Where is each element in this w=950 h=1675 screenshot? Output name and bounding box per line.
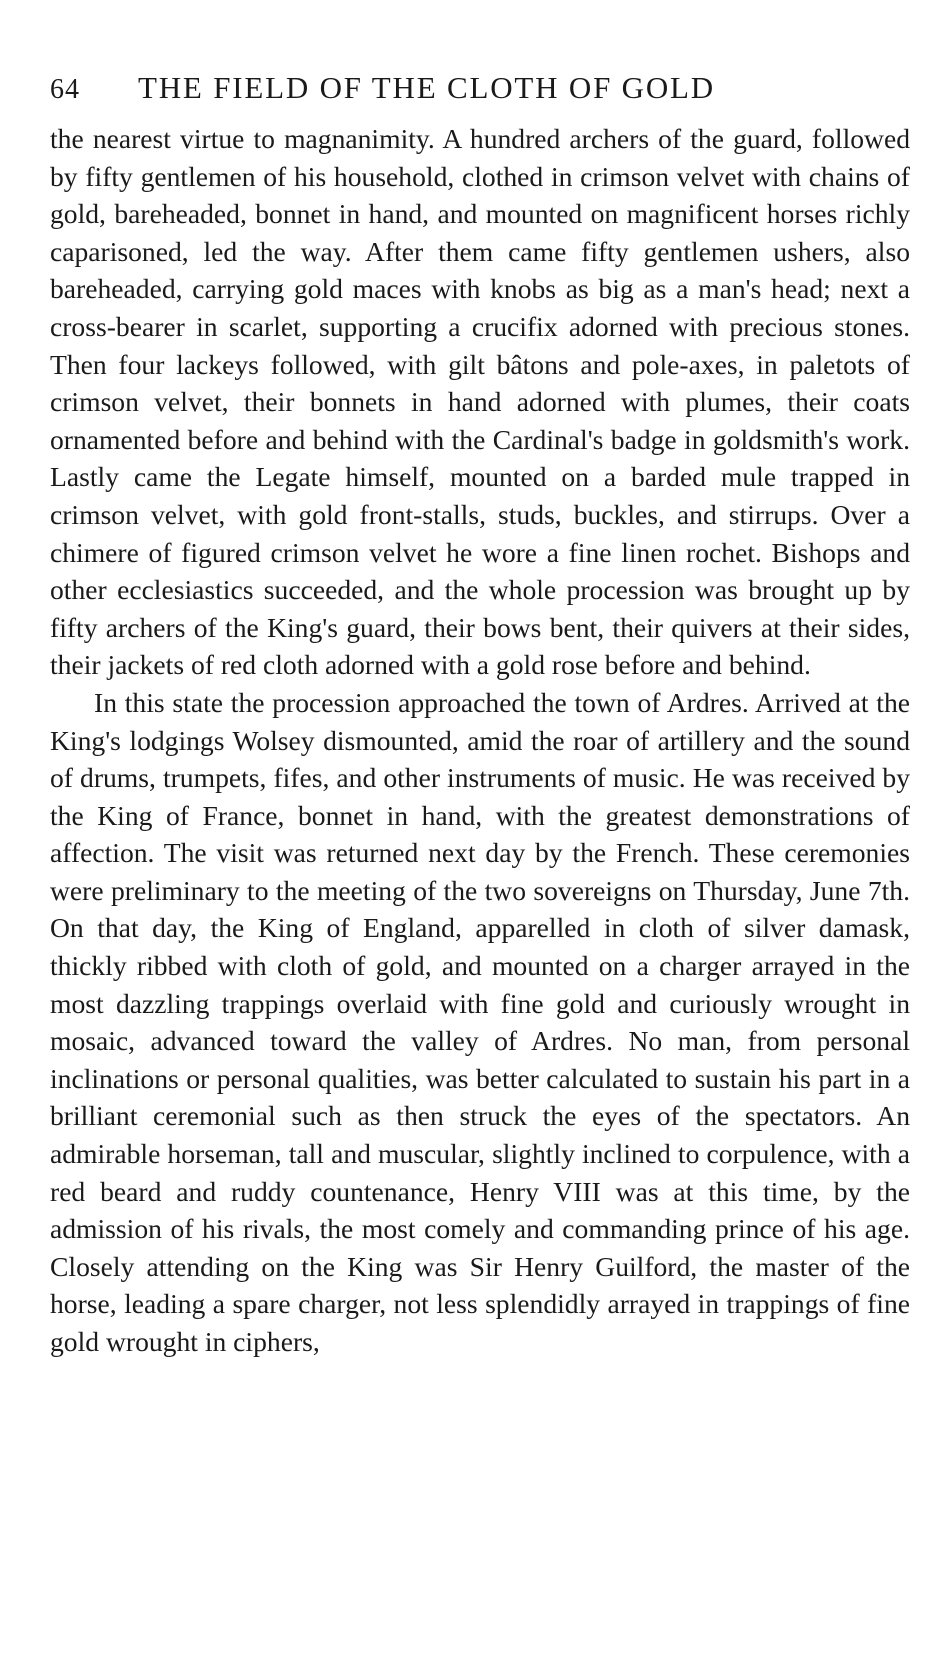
paragraph-ardres: In this state the procession approached the town of Ardres. Arrived at the King's lodgings Wolsey dismounted, amid the roar of artillery and the sound of drums, trumpets, fifes, and other instruments of music. He was received by the King of France, bonnet in hand, with the greatest demonstrations of affection. The visit was returned next day by the French. These ceremonies were preliminary to the meeting of the two sovereigns on Thursday, June 7th. On that day, the King of England, apparelled in cloth of silver damask, thickly ribbed with cloth of gold, and mounted on a charger arrayed in the most dazzling trappings overlaid with fine gold and curiously wrought in mosaic, advanced toward the valley of Ardres. No man, from personal inclinations or personal qualities, was better calculated to sustain his part in a brilliant ceremonial such as then struck the eyes of the spectators. An admirable horseman, tall and muscular, slightly inclined to corpulence, with a red beard and ruddy countenance, Henry VIII was at this time, by the admission of his rivals, the most comely and commanding prince of his age. Closely attending on the King was Sir Henry Guilford, the master of the horse, leading a spare charger, not less splendidly arrayed in trappings of fine gold wrought in ciphers, bbox=[50, 686, 910, 1357]
body-text bbox=[50, 120, 910, 1361]
book-page bbox=[50, 70, 910, 1361]
paragraph-procession: the nearest virtue to magnanimity. A hundred archers of the guard, followed by fifty gentlemen of his household, clothed in crimson velvet with chains of gold, bareheaded, bonnet in hand, and mounted on magnificent horses richly caparisoned, led the way. After them came fifty gentlemen ushers, also bareheaded, carrying gold maces with knobs as big as a man's head; next a cross-bearer in scarlet, supporting a crucifix adorned with precious stones. Then four lackeys followed, with gilt bâtons and pole-axes, in paletots of crimson velvet, their bonnets in hand adorned with plumes, their coats ornamented before and behind with the Cardinal's badge in goldsmith's work. Lastly came the Legate himself, mounted on a barded mule trapped in crimson velvet, with gold front-stalls, studs, buckles, and stirrups. Over a chimere of figured crimson velvet he wore a fine linen rochet. Bishops and other ecclesiastics succeeded, and the whole procession was brought up by fifty archers of the King's guard, their bows bent, their quivers at their sides, their jackets of red cloth adorned with a gold rose before and behind. bbox=[50, 123, 910, 681]
page-number: 64 bbox=[50, 74, 80, 105]
running-title: THE FIELD OF THE CLOTH OF GOLD bbox=[138, 70, 715, 105]
page-header bbox=[50, 70, 910, 106]
